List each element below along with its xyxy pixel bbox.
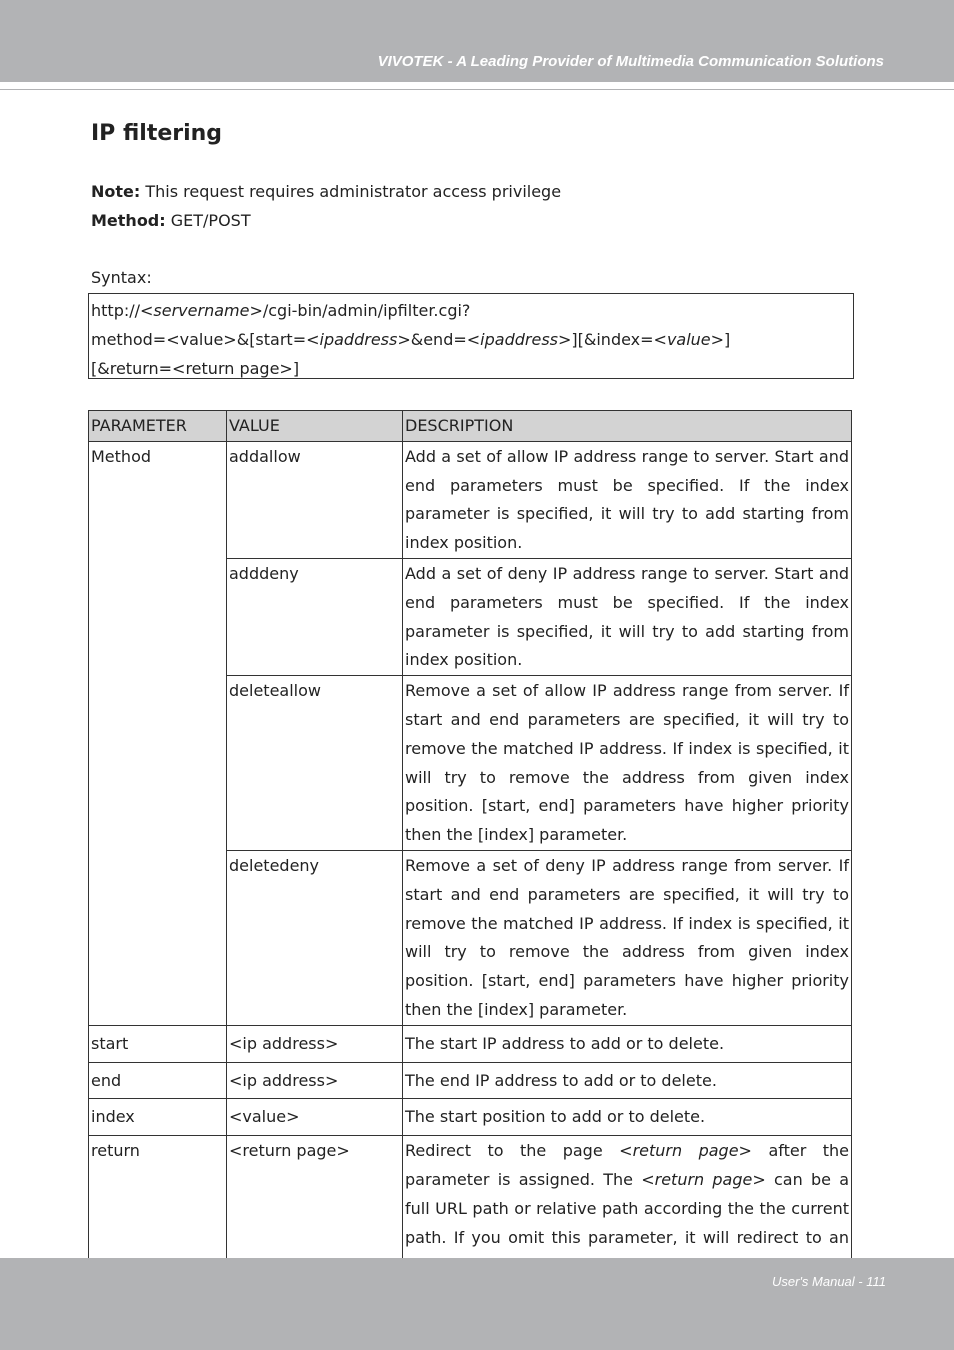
description-cell: The start position to add or to delete. bbox=[403, 1099, 852, 1136]
description-cell: Add a set of deny IP address range to server. Start and end parameters must be specified. If the index parameter is specified, it will try to add starting from index position. bbox=[403, 558, 852, 675]
value-cell: <return page> bbox=[227, 1136, 403, 1282]
description-cell: The end IP address to add or to delete. bbox=[403, 1062, 852, 1099]
description-cell: Redirect to the page <return page> after the parameter is assigned. The <return page> can be a full URL path or relative path according the the current path. If you omit this parameter, it will redirect to an bbox=[403, 1136, 852, 1282]
method-line bbox=[91, 211, 251, 230]
header-value: VALUE bbox=[227, 411, 403, 442]
header-description: DESCRIPTION bbox=[403, 411, 852, 442]
table-row bbox=[89, 1025, 852, 1062]
note-label: Note: bbox=[91, 182, 141, 201]
value-cell: adddeny bbox=[227, 558, 403, 675]
header-tagline: VIVOTEK - A Leading Provider of Multimedia Communication Solutions bbox=[377, 53, 884, 70]
description-cell: Remove a set of allow IP address range from server. If start and end parameters are specified, it will try to remove the matched IP address. If index is specified, it will try to remove the address from given index position. [start, end] parameters have higher priority then the [index] parameter. bbox=[403, 676, 852, 851]
note-line bbox=[91, 182, 561, 201]
note-text: This request requires administrator access privilege bbox=[145, 182, 562, 201]
value-cell: deleteallow bbox=[227, 676, 403, 851]
syntax-label: Syntax: bbox=[91, 268, 152, 287]
value-cell: <value> bbox=[227, 1099, 403, 1136]
table-header-row bbox=[89, 411, 852, 442]
description-cell: Remove a set of deny IP address range from server. If start and end parameters are specified, it will try to remove the matched IP address. If index is specified, it will try to remove the address from given index position. [start, end] parameters have higher priority then the [index] parameter. bbox=[403, 850, 852, 1025]
header-parameter: PARAMETER bbox=[89, 411, 227, 442]
table-row bbox=[89, 1099, 852, 1136]
param-cell: Method bbox=[89, 441, 227, 1025]
page-number: User's Manual - 111 bbox=[772, 1274, 886, 1289]
page-title: IP filtering bbox=[91, 121, 223, 146]
description-cell: The start IP address to add or to delete. bbox=[403, 1025, 852, 1062]
syntax-line-1: http://<servername>/cgi-bin/admin/ipfilter.cgi? bbox=[91, 301, 471, 320]
value-cell: deletedeny bbox=[227, 850, 403, 1025]
param-cell: start bbox=[89, 1025, 227, 1062]
param-cell: end bbox=[89, 1062, 227, 1099]
value-cell: <ip address> bbox=[227, 1025, 403, 1062]
param-cell: return bbox=[89, 1136, 227, 1282]
table-row bbox=[89, 441, 852, 558]
table-row bbox=[89, 1062, 852, 1099]
header-divider bbox=[0, 89, 954, 90]
description-cell: Add a set of allow IP address range to server. Start and end parameters must be specified. If the index parameter is specified, it will try to add starting from index position. bbox=[403, 441, 852, 558]
method-label: Method: bbox=[91, 211, 166, 230]
syntax-line-3: [&return=<return page>] bbox=[91, 359, 300, 378]
value-cell: addallow bbox=[227, 441, 403, 558]
param-cell: index bbox=[89, 1099, 227, 1136]
parameter-table bbox=[88, 410, 852, 1282]
method-text: GET/POST bbox=[170, 211, 251, 230]
footer-band bbox=[0, 1258, 954, 1350]
value-cell: <ip address> bbox=[227, 1062, 403, 1099]
syntax-line-2: method=<value>&[start=<ipaddress>&end=<ipaddress>][&index=<value>] bbox=[91, 330, 731, 349]
syntax-box bbox=[88, 293, 854, 379]
